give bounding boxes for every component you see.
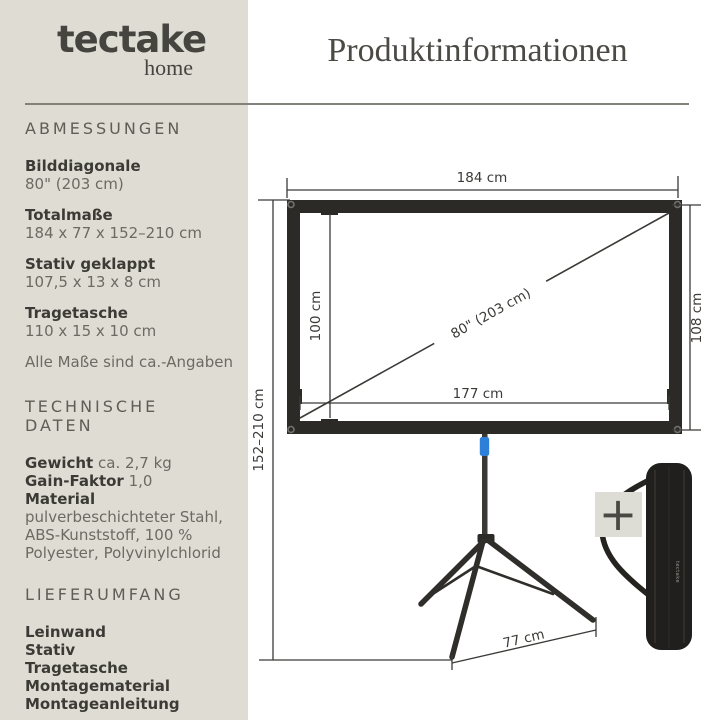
section-heading-lieferumfang: LIEFERUMFANG bbox=[25, 585, 184, 604]
list-item: Stativ bbox=[25, 641, 76, 659]
inner-width-dimension-label: 177 cm bbox=[452, 386, 504, 402]
list-item: Tragetasche bbox=[25, 659, 128, 677]
tech-label: Material bbox=[25, 490, 96, 508]
carry-bag bbox=[595, 463, 692, 650]
dim-item-stativ-geklappt bbox=[25, 255, 233, 291]
section-technische-daten bbox=[25, 397, 233, 562]
dim-item-bilddiagonale bbox=[25, 157, 233, 193]
section-heading-technische-daten: TECHNISCHE DATEN bbox=[25, 397, 159, 435]
dim-value: 184 x 77 x 152–210 cm bbox=[25, 224, 202, 242]
dim-label: Tragetasche bbox=[25, 304, 128, 322]
brand-logo bbox=[57, 18, 207, 80]
tech-value: 1,0 bbox=[123, 472, 153, 490]
page-title: Produktinformationen bbox=[327, 32, 628, 69]
dim-value: 110 x 15 x 10 cm bbox=[25, 322, 157, 340]
sidebar bbox=[0, 0, 248, 720]
tech-value: pulverbeschichteter Stahl, ABS-Kunststoff, 100 % Polyester, Polyvinylchlorid bbox=[25, 508, 223, 562]
sidebar-content bbox=[25, 119, 233, 713]
width-dimension-label: 184 cm bbox=[456, 170, 508, 186]
brand-sub: home bbox=[144, 55, 193, 80]
section-lieferumfang bbox=[25, 585, 233, 713]
inner-height-dimension-label: 100 cm bbox=[308, 290, 324, 342]
tech-row-gewicht bbox=[25, 454, 233, 472]
dim-value: 107,5 x 13 x 8 cm bbox=[25, 273, 162, 291]
technical-drawing bbox=[248, 103, 707, 720]
title-bar bbox=[248, 0, 707, 102]
dim-value: 80" (203 cm) bbox=[25, 175, 124, 193]
brand-name: tectake bbox=[57, 18, 207, 61]
dim-item-tragetasche bbox=[25, 304, 233, 340]
tech-row-material bbox=[25, 490, 233, 562]
bag-brand-label: tectake bbox=[674, 560, 680, 584]
height-dimension-label: 108 cm bbox=[689, 292, 705, 344]
diagonal-dimension-label: 80" (203 cm) bbox=[448, 285, 534, 343]
dim-label: Totalmaße bbox=[25, 206, 113, 224]
plus-icon: + bbox=[598, 487, 638, 541]
list-item: Leinwand bbox=[25, 623, 106, 641]
list-item: Montagematerial bbox=[25, 677, 171, 695]
measurements-note: Alle Maße sind ca.-Angaben bbox=[25, 353, 233, 371]
height-clamp bbox=[480, 437, 489, 456]
list-item: Montageanleitung bbox=[25, 695, 180, 713]
dim-label: Bilddiagonale bbox=[25, 157, 141, 175]
tech-value: ca. 2,7 kg bbox=[93, 454, 172, 472]
tech-label: Gain-Faktor bbox=[25, 472, 124, 490]
tripod-width-dimension-label: 77 cm bbox=[501, 626, 547, 652]
dim-label: Stativ geklappt bbox=[25, 255, 156, 273]
section-heading-abmessungen: ABMESSUNGEN bbox=[25, 119, 183, 138]
dim-item-totalmasse bbox=[25, 206, 233, 242]
tech-label: Gewicht bbox=[25, 454, 94, 472]
tripod bbox=[421, 434, 593, 657]
total-height-dimension-label: 152–210 cm bbox=[251, 388, 267, 472]
tech-row-gain-faktor bbox=[25, 472, 233, 490]
